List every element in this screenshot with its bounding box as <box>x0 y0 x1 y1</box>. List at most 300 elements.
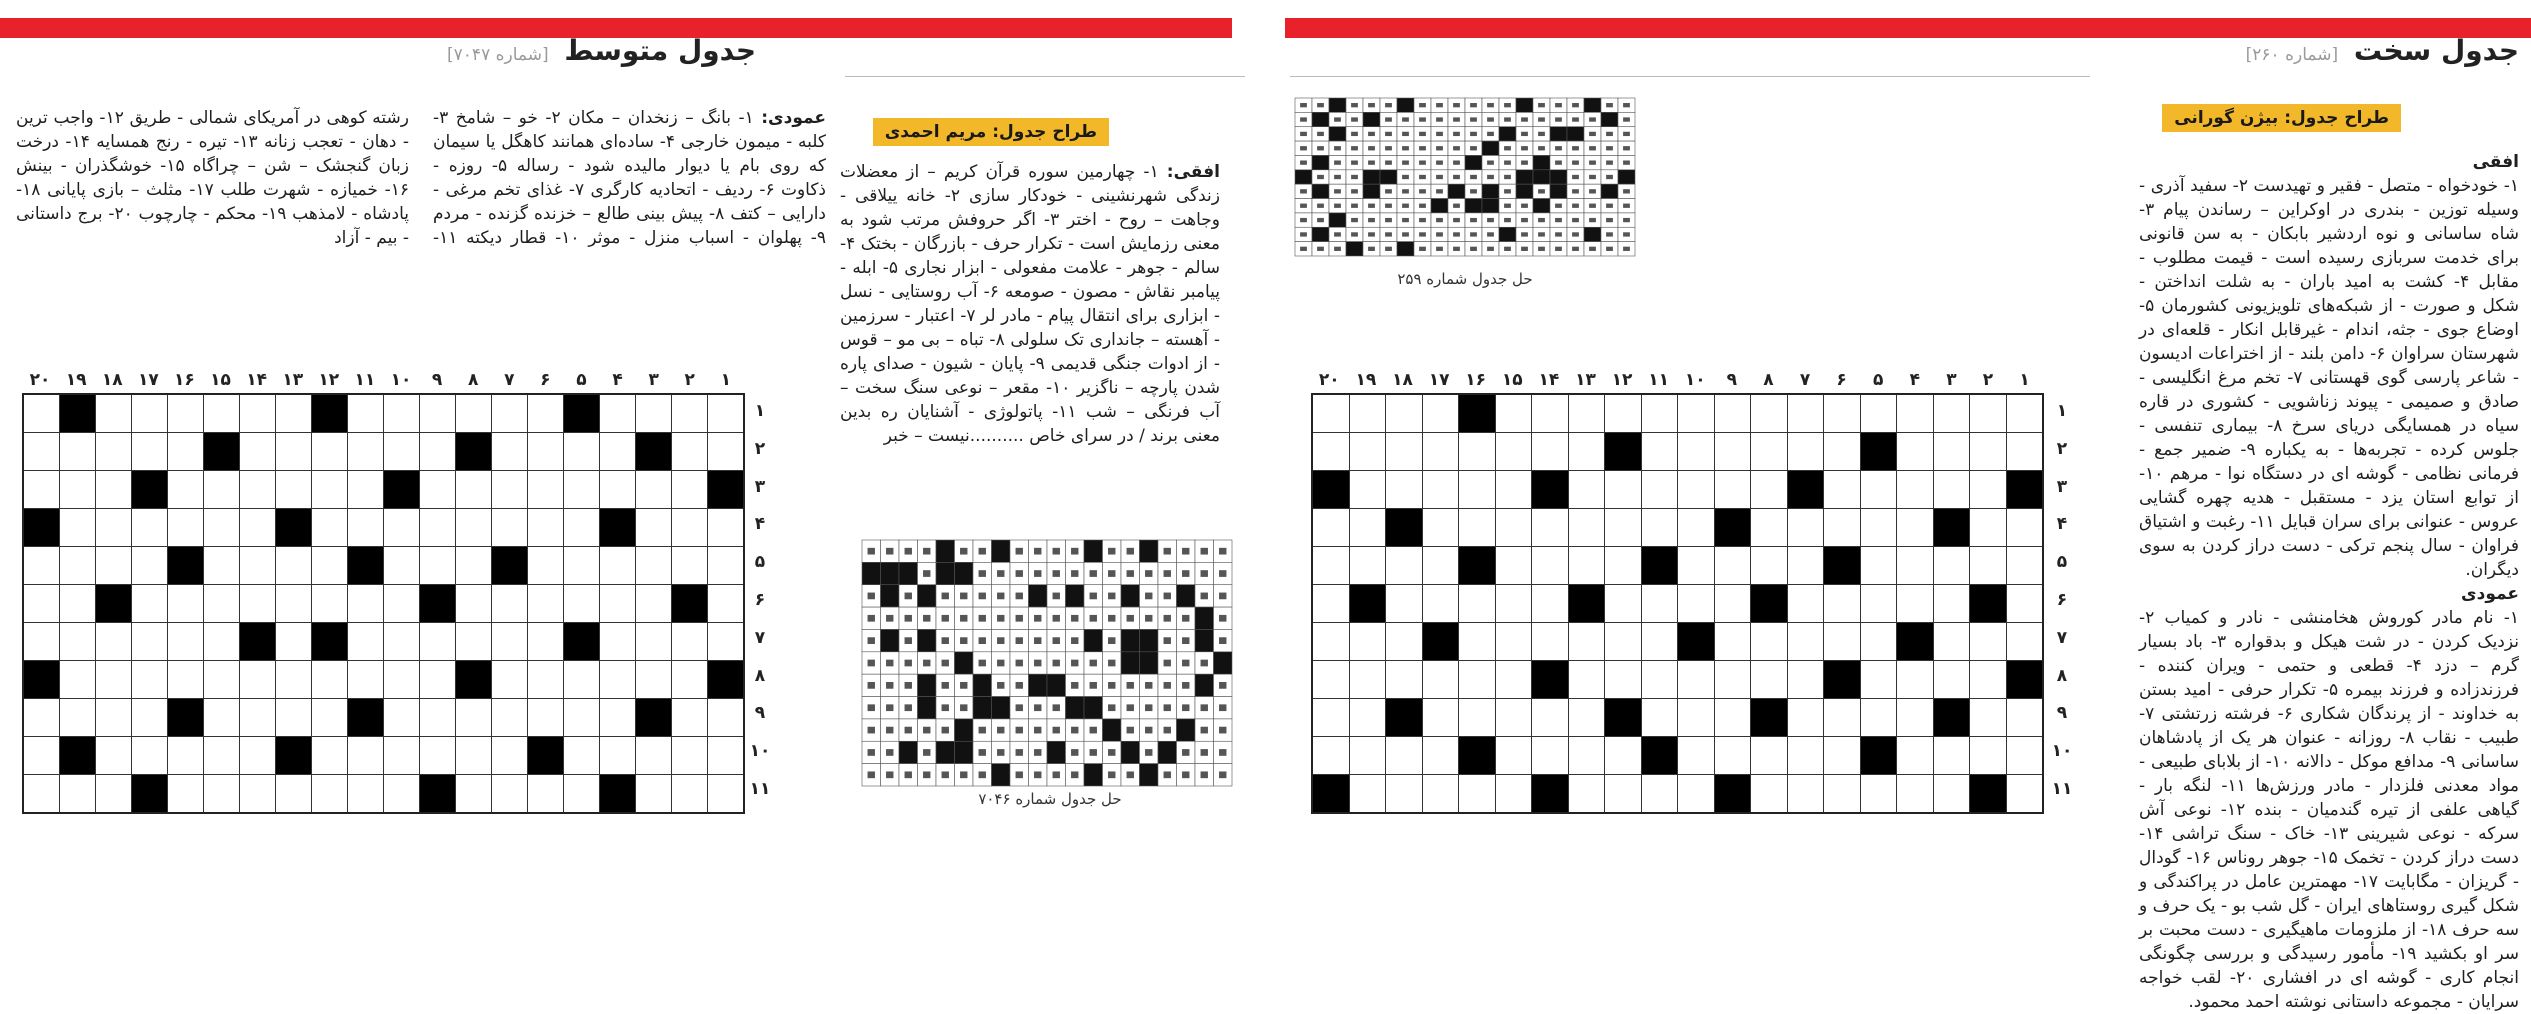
grid-cell <box>1933 394 1970 433</box>
solution-letter-mark <box>1145 704 1152 711</box>
grid-cell <box>1751 661 1788 699</box>
grid-column-number: ۱۴ <box>246 370 267 390</box>
black-cell <box>132 471 168 509</box>
left-grid-row-numbers <box>747 393 773 809</box>
black-cell <box>1641 737 1678 775</box>
solution-letter-mark <box>979 749 986 756</box>
solution-letter-mark <box>1334 175 1341 179</box>
grid-cell <box>600 623 636 661</box>
solution-letter-mark <box>1419 232 1426 236</box>
grid-cell <box>168 433 204 471</box>
grid-cell <box>564 471 600 509</box>
solution-letter-mark <box>997 593 1004 600</box>
solution-letter-mark <box>1334 117 1341 121</box>
grid-cell <box>132 699 168 737</box>
solution-letter-mark <box>923 749 930 756</box>
solution-letter-mark <box>1108 704 1115 711</box>
grid-column-number: ۲۰ <box>29 370 51 390</box>
solution-letter-mark <box>1453 175 1460 179</box>
grid-cell <box>132 623 168 661</box>
solution-letter-mark <box>1182 704 1189 711</box>
grid-cell <box>564 509 600 547</box>
grid-cell <box>348 471 384 509</box>
grid-cell <box>1933 737 1970 775</box>
grid-cell <box>636 623 672 661</box>
solution-letter-mark <box>1538 247 1545 251</box>
grid-column-number: ۱۳ <box>282 370 304 390</box>
grid-cell <box>1714 699 1751 737</box>
solution-letter-mark <box>1419 146 1426 150</box>
solution-black-cell <box>955 562 974 584</box>
solution-letter-mark <box>1555 160 1562 164</box>
solution-letter-mark <box>1470 146 1477 150</box>
grid-row-number: ۸ <box>754 665 766 686</box>
solution-black-cell <box>1380 170 1397 184</box>
grid-row <box>23 775 744 814</box>
grid-row-number: ۶ <box>754 589 766 610</box>
grid-column-number: ۱۴ <box>1538 370 1560 390</box>
grid-cell <box>96 547 132 585</box>
solution-letter-mark <box>905 727 912 734</box>
solution-letter-mark <box>1300 232 1307 236</box>
solution-letter-mark <box>1034 771 1041 778</box>
grid-cell <box>1532 699 1569 737</box>
solution-letter-mark <box>979 593 986 600</box>
solution-letter-mark <box>1090 615 1097 622</box>
black-cell <box>240 623 276 661</box>
grid-cell <box>2006 509 2043 547</box>
black-cell <box>1422 623 1459 661</box>
solution-letter-mark <box>1053 771 1060 778</box>
grid-cell <box>1568 433 1605 471</box>
grid-cell <box>564 699 600 737</box>
grid-cell <box>1933 547 1970 585</box>
solution-letter-mark <box>1164 660 1171 667</box>
grid-cell <box>312 433 348 471</box>
solution-letter-mark <box>1219 727 1226 734</box>
grid-cell <box>1386 585 1423 623</box>
grid-cell <box>600 433 636 471</box>
solution-letter-mark <box>1182 771 1189 778</box>
grid-cell <box>672 433 708 471</box>
solution-letter-mark <box>1623 160 1630 164</box>
solution-letter-mark <box>1538 132 1545 136</box>
solution-letter-mark <box>1016 615 1023 622</box>
grid-cell <box>708 775 745 814</box>
grid-cell <box>600 471 636 509</box>
right-crossword-grid <box>1311 393 2044 814</box>
grid-cell <box>708 699 745 737</box>
solution-letter-mark <box>1016 548 1023 555</box>
grid-cell <box>384 433 420 471</box>
grid-cell <box>96 661 132 699</box>
solution-letter-mark <box>1300 247 1307 251</box>
solution-letter-mark <box>868 637 875 644</box>
grid-cell <box>456 509 492 547</box>
grid-cell <box>672 547 708 585</box>
grid-cell <box>1605 775 1642 814</box>
solution-letter-mark <box>1436 218 1443 222</box>
grid-cell <box>1568 775 1605 814</box>
solution-letter-mark <box>1016 637 1023 644</box>
grid-cell <box>1605 547 1642 585</box>
solution-letter-mark <box>1555 117 1562 121</box>
solution-black-cell <box>973 697 992 719</box>
grid-cell <box>528 585 564 623</box>
solution-letter-mark <box>1572 117 1579 121</box>
grid-cell <box>204 509 240 547</box>
black-cell <box>60 737 96 775</box>
solution-black-cell <box>1103 719 1122 741</box>
solution-letter-mark <box>1351 117 1358 121</box>
grid-cell <box>1970 699 2007 737</box>
grid-cell <box>1349 547 1386 585</box>
grid-cell <box>1824 433 1861 471</box>
solution-letter-mark <box>905 548 912 555</box>
solution-letter-mark <box>997 570 1004 577</box>
grid-cell <box>1970 394 2007 433</box>
solution-letter-mark <box>1538 146 1545 150</box>
grid-column-number: ۹ <box>431 370 443 390</box>
grid-cell <box>492 699 528 737</box>
black-cell <box>348 547 384 585</box>
solution-letter-mark <box>1606 232 1613 236</box>
solution-letter-mark <box>1436 117 1443 121</box>
grid-cell <box>672 661 708 699</box>
grid-cell <box>1751 433 1788 471</box>
solution-letter-mark <box>1300 189 1307 193</box>
grid-cell <box>492 509 528 547</box>
grid-row <box>1312 547 2043 585</box>
grid-cell <box>420 547 456 585</box>
solution-letter-mark <box>1504 247 1511 251</box>
grid-cell <box>456 775 492 814</box>
solution-black-cell <box>1195 607 1214 629</box>
solution-letter-mark <box>1521 132 1528 136</box>
left-grid-column-numbers <box>22 370 744 390</box>
grid-cell <box>204 547 240 585</box>
black-cell <box>636 433 672 471</box>
solution-letter-mark <box>1402 132 1409 136</box>
solution-letter-mark <box>1201 771 1208 778</box>
solution-black-cell <box>1140 629 1159 651</box>
grid-cell <box>672 623 708 661</box>
solution-letter-mark <box>1504 103 1511 107</box>
grid-cell <box>240 661 276 699</box>
grid-cell <box>1678 394 1715 433</box>
grid-cell <box>276 775 312 814</box>
grid-cell <box>132 509 168 547</box>
grid-cell <box>312 737 348 775</box>
solution-letter-mark <box>1606 175 1613 179</box>
grid-cell <box>1459 471 1496 509</box>
solution-letter-mark <box>1385 232 1392 236</box>
solution-letter-mark <box>1623 132 1630 136</box>
solution-letter-mark <box>1053 727 1060 734</box>
grid-cell <box>1349 623 1386 661</box>
grid-cell <box>348 737 384 775</box>
solution-letter-mark <box>1053 593 1060 600</box>
grid-cell <box>1678 737 1715 775</box>
solution-letter-mark <box>1071 637 1078 644</box>
solution-letter-mark <box>1436 175 1443 179</box>
grid-row <box>23 661 744 699</box>
grid-cell <box>1349 433 1386 471</box>
solution-letter-mark <box>868 615 875 622</box>
solution-black-cell <box>1363 112 1380 126</box>
solution-letter-mark <box>1402 117 1409 121</box>
grid-cell <box>528 775 564 814</box>
grid-cell <box>1824 737 1861 775</box>
black-cell <box>60 394 96 433</box>
solution-letter-mark <box>1351 132 1358 136</box>
grid-cell <box>528 699 564 737</box>
solution-letter-mark <box>1053 548 1060 555</box>
grid-cell <box>1349 509 1386 547</box>
solution-letter-mark <box>979 570 986 577</box>
solution-letter-mark <box>1053 704 1060 711</box>
grid-cell <box>600 547 636 585</box>
grid-column-number: ۴ <box>1909 370 1920 390</box>
solution-letter-mark <box>1606 204 1613 208</box>
black-cell <box>1459 547 1496 585</box>
grid-cell <box>1678 661 1715 699</box>
grid-row <box>1312 585 2043 623</box>
solution-black-cell <box>1312 155 1329 169</box>
solution-letter-mark <box>1016 727 1023 734</box>
grid-cell <box>2006 547 2043 585</box>
solution-letter-mark <box>1090 682 1097 689</box>
black-cell <box>348 699 384 737</box>
solution-letter-mark <box>1351 160 1358 164</box>
solution-black-cell <box>1397 98 1414 112</box>
solution-letter-mark <box>1219 771 1226 778</box>
black-cell <box>1678 623 1715 661</box>
grid-cell <box>1970 661 2007 699</box>
grid-cell <box>420 661 456 699</box>
solution-letter-mark <box>1219 637 1226 644</box>
solution-letter-mark <box>979 637 986 644</box>
grid-cell <box>1495 775 1532 814</box>
grid-cell <box>96 471 132 509</box>
grid-cell <box>2006 585 2043 623</box>
grid-cell <box>1824 394 1861 433</box>
right-amoodi-clues: ۱- نام مادر کوروش هخامنشی - نادر و کمیاب ۲- نزدیک کردن - در شت هیکل و بدقواره ۳- باد بسیار گرم – دزد ۴- قطعی و حتمی - ویران کننده - فرزندزاده و فرزند بیمره ۵- تکرار حرفی - امید بستن به خداوند - از پرندگان شکاری ۶- فرشته زرتشتی ۷- طبیب - نقاب ۸- روزانه - عنوان هر یک از پادشاهان ساسانی ۹- مدافع موکل - دالانه ۱۰- از بلابای طبیعی - مواد معدنی فلزدار - مادر ورزش‌ها ۱۱- لنگه بار - گیاهی علفی از تیره گندمیان - بنده ۱۲- نوعی آش سرکه - نوعی شیرینی ۱۳- خاک - سنگ تراشی ۱۴- دست دراز کردن - تخمک ۱۵- جوهر روناس ۱۶- گودال - گریزان - مگابایت ۱۷- مهمترین عامل در پراکندگی و شکل گیری روستاهای ایران - گل شب بو - یک حرف و سه حرف ۱۸- از ملزومات ماهیگیری - دست محبت بر سر او بکشید ۱۹- مأمور رسیدگی و بررسی چگونگی انجام کاری - گوشه ای در افشاری ۲۰- لقب خواجه سرایان - مجموعه داستانی نوشته احمد محمود. <box>2139 608 2520 1012</box>
grid-column-number: ۱۸ <box>101 370 123 390</box>
solution-black-cell <box>1346 242 1363 256</box>
solution-letter-mark <box>1589 218 1596 222</box>
solution-letter-mark <box>1385 103 1392 107</box>
black-cell <box>1312 471 1349 509</box>
grid-cell <box>1422 585 1459 623</box>
black-cell <box>456 661 492 699</box>
grid-cell <box>1897 737 1934 775</box>
solution-letter-mark <box>1351 175 1358 179</box>
solution-letter-mark <box>1317 146 1324 150</box>
solution-letter-mark <box>1201 593 1208 600</box>
grid-cell <box>1751 623 1788 661</box>
solution-letter-mark <box>905 771 912 778</box>
solution-letter-mark <box>1368 146 1375 150</box>
solution-letter-mark <box>960 682 967 689</box>
solution-letter-mark <box>960 548 967 555</box>
solution-letter-mark <box>1538 117 1545 121</box>
solution-letter-mark <box>942 727 949 734</box>
grid-cell <box>1970 433 2007 471</box>
grid-row <box>23 394 744 433</box>
grid-cell <box>2006 699 2043 737</box>
solution-black-cell <box>1066 697 1085 719</box>
solution-letter-mark <box>1623 103 1630 107</box>
grid-cell <box>132 585 168 623</box>
solution-letter-mark <box>1164 682 1171 689</box>
grid-cell <box>672 394 708 433</box>
grid-cell <box>492 775 528 814</box>
grid-column-number: ۱۷ <box>1428 370 1450 390</box>
solution-letter-mark <box>1521 247 1528 251</box>
grid-cell <box>1860 547 1897 585</box>
grid-cell <box>1349 394 1386 433</box>
solution-letter-mark <box>1334 247 1341 251</box>
solution-letter-mark <box>1504 218 1511 222</box>
solution-black-cell <box>1516 170 1533 184</box>
grid-cell <box>1568 471 1605 509</box>
right-page-number: [شماره ۲۶۰] <box>2245 45 2339 65</box>
solution-letter-mark <box>1182 660 1189 667</box>
solution-letter-mark <box>1606 160 1613 164</box>
solution-letter-mark <box>1145 570 1152 577</box>
grid-cell <box>1422 699 1459 737</box>
solution-letter-mark <box>1453 232 1460 236</box>
grid-cell <box>1897 394 1934 433</box>
solution-letter-mark <box>1385 218 1392 222</box>
grid-column-number: ۴ <box>612 370 623 390</box>
grid-cell <box>348 394 384 433</box>
solution-letter-mark <box>1219 570 1226 577</box>
right-page-title <box>2246 34 2519 67</box>
grid-cell <box>23 585 60 623</box>
solution-black-cell <box>1140 764 1159 786</box>
black-cell <box>636 699 672 737</box>
solution-letter-mark <box>1334 232 1341 236</box>
grid-column-number: ۹ <box>1726 370 1738 390</box>
solution-letter-mark <box>1164 570 1171 577</box>
solution-black-cell <box>1448 184 1465 198</box>
solution-letter-mark <box>1436 146 1443 150</box>
solution-letter-mark <box>1470 189 1477 193</box>
grid-cell <box>492 433 528 471</box>
solution-letter-mark <box>1623 204 1630 208</box>
solution-letter-mark <box>1108 749 1115 756</box>
grid-cell <box>1787 699 1824 737</box>
solution-letter-mark <box>1368 160 1375 164</box>
grid-cell <box>204 585 240 623</box>
grid-cell <box>1568 509 1605 547</box>
grid-row-number: ۹ <box>754 703 766 724</box>
grid-cell <box>420 394 456 433</box>
solution-letter-mark <box>1589 146 1596 150</box>
solution-letter-mark <box>1368 103 1375 107</box>
solution-letter-mark <box>1016 704 1023 711</box>
right-ofoghi-clues: ۱- خودخواه - متصل - فقیر و تهیدست ۲- سفید آذری - وسیله توزین - بندری در اوکراین – رساندن پیام ۳- شاه ساسانی و نوه اردشیر بابکان - به سن قانونی برای خدمت سربازی رسیده است - قیمت مطلوب - مقابل ۴- کشت به امید باران - به شلت انداختن - شکل و صورت - از شبکه‌های تلویزیونی کشورمان ۵- اوضاع جوی - جثه، اندام - غیرقابل انکار - قلعه‌ای در شهرستان سراوان ۶- دامن بلند - از اختراعات ادیسون - شاعر پارسی گوی قهستانی ۷- تخم مرغ انگلیسی - صادق و صمیمی - پیوند زناشویی - کشوری در قاره سیاه در همسایگی دریای سرخ ۸- بیماری تنفسی - جلوس کرده - تجربه‌ها - به یکباره ۹- ضمیر جمع - فرمانی نظامی - گوشه ای در دستگاه نوا - مرهم ۱۰- از توابع استان یزد - مستقبل - هدیه چهره گشایی عروس - عنوانی برای سران قبایل ۱۱- رغبت و اشتیاق فراوان - سال پنجم ترکی - دست دراز کردن به سوی دیگران. <box>2139 176 2520 580</box>
grid-cell <box>1641 623 1678 661</box>
grid-cell <box>1568 699 1605 737</box>
solution-black-cell <box>955 652 974 674</box>
solution-black-cell <box>1066 585 1085 607</box>
grid-cell <box>1751 547 1788 585</box>
grid-cell <box>420 509 456 547</box>
grid-cell <box>1714 737 1751 775</box>
grid-row <box>1312 737 2043 775</box>
solution-letter-mark <box>1334 189 1341 193</box>
grid-cell <box>132 737 168 775</box>
grid-cell <box>636 509 672 547</box>
grid-cell <box>1532 585 1569 623</box>
solution-letter-mark <box>1606 146 1613 150</box>
black-cell <box>96 585 132 623</box>
solution-letter-mark <box>1201 548 1208 555</box>
solution-black-cell <box>1177 719 1196 741</box>
solution-black-cell <box>1601 112 1618 126</box>
solution-letter-mark <box>1402 160 1409 164</box>
grid-cell <box>1970 623 2007 661</box>
grid-row <box>23 471 744 509</box>
solution-letter-mark <box>1436 103 1443 107</box>
grid-cell <box>420 699 456 737</box>
solution-letter-mark <box>1504 204 1511 208</box>
solution-letter-mark <box>1300 218 1307 222</box>
black-cell <box>1970 775 2007 814</box>
solution-letter-mark <box>1368 132 1375 136</box>
grid-column-number: ۸ <box>467 370 479 390</box>
grid-cell <box>276 623 312 661</box>
solution-letter-mark <box>1606 103 1613 107</box>
solution-letter-mark <box>1589 160 1596 164</box>
grid-cell <box>1933 471 1970 509</box>
solution-black-cell <box>1140 540 1159 562</box>
solution-letter-mark <box>1034 548 1041 555</box>
solution-letter-mark <box>1538 218 1545 222</box>
solution-letter-mark <box>1145 615 1152 622</box>
solution-letter-mark <box>1419 175 1426 179</box>
grid-cell <box>240 737 276 775</box>
solution-letter-mark <box>1419 132 1426 136</box>
grid-cell <box>60 623 96 661</box>
solution-letter-mark <box>886 704 893 711</box>
grid-cell <box>1422 547 1459 585</box>
grid-cell <box>1532 547 1569 585</box>
solution-letter-mark <box>960 704 967 711</box>
solution-letter-mark <box>979 548 986 555</box>
solution-grid-svg <box>1295 98 1635 256</box>
solution-letter-mark <box>1108 615 1115 622</box>
solution-letter-mark <box>1053 660 1060 667</box>
solution-black-cell <box>1084 540 1103 562</box>
solution-letter-mark <box>1538 232 1545 236</box>
solution-letter-mark <box>1623 146 1630 150</box>
grid-cell <box>60 471 96 509</box>
solution-letter-mark <box>1572 160 1579 164</box>
solution-black-cell <box>1550 184 1567 198</box>
grid-column-number: ۲ <box>1982 370 1994 390</box>
grid-cell <box>1933 661 1970 699</box>
solution-letter-mark <box>1572 247 1579 251</box>
solution-black-cell <box>862 562 881 584</box>
grid-column-number: ۱۲ <box>1611 370 1633 390</box>
solution-letter-mark <box>1623 247 1630 251</box>
grid-cell <box>168 623 204 661</box>
grid-cell <box>1933 623 1970 661</box>
